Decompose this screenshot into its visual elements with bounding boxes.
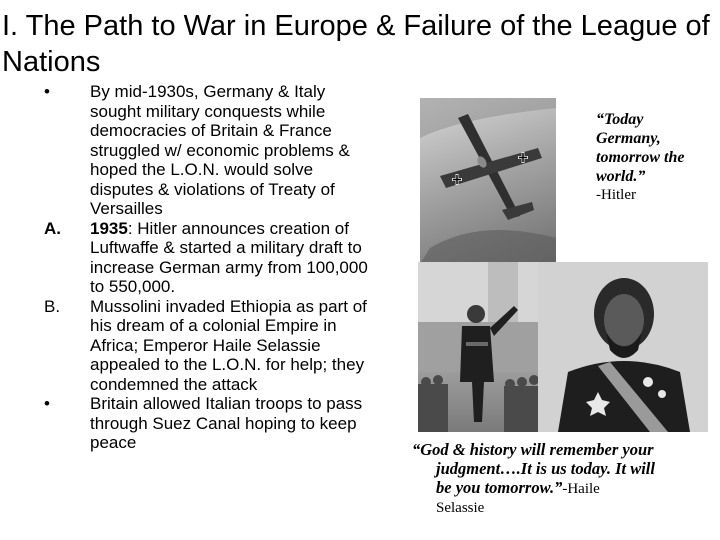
mussolini-figure-icon [418,262,546,432]
slide-title: I. The Path to War in Europe & Failure of the League of Nations [2,10,710,78]
hitler-quote-text: “Today Germany, tomorrow the world.” [596,111,685,185]
selassie-quote-line-1: “God & history will remember your [412,440,654,459]
bullet-text: : Hitler announces creation of Luftwaffe & started a military draft to increase German army from 100,000 to 550,000. [90,218,368,296]
bullet-item-1 [30,82,370,219]
haile-selassie-photo [538,262,708,432]
selassie-attribution-inline: -Haile [562,481,600,497]
selassie-quote [412,440,716,518]
bullet-lead-year: 1935 [90,218,128,238]
bullet-text: Britain allowed Italian troops to pass through Suez Canal hoping to keep peace [90,394,363,452]
bullet-item-2 [30,219,370,297]
bullet-marker: • [44,394,50,413]
hitler-quote [596,110,706,205]
fighter-plane-photo [420,98,556,264]
selassie-quote-line-3: be you tomorrow.” [436,478,563,497]
bullet-list [30,82,370,453]
fighter-plane-icon [420,98,556,264]
bullet-item-3 [30,297,370,395]
bullet-marker: A. [44,218,61,238]
bullet-text: By mid-1930s, Germany & Italy sought military conquests while democracies of Britain & France struggled w/ economic problems & hoped the L.O.N. would solve disputes & violations of Treaty of Versailles [90,82,350,218]
selassie-quote-line-3-wrapper [412,478,716,499]
bullet-marker: • [44,82,50,101]
mussolini-photo [418,262,546,432]
bullet-item-4 [30,394,370,453]
bullet-text: Mussolini invaded Ethiopia as part of his dream of a colonial Empire in Africa; Emperor Haile Selassie appealed to the L.O.N. for help; they condemned the attack [90,296,367,394]
selassie-portrait-icon [538,262,708,432]
selassie-quote-line-2: judgment….It is us today. It will [436,459,655,478]
bullet-marker: B. [44,296,61,316]
selassie-attribution-name: Selassie [436,500,485,516]
hitler-quote-attribution: -Hitler [596,187,636,203]
